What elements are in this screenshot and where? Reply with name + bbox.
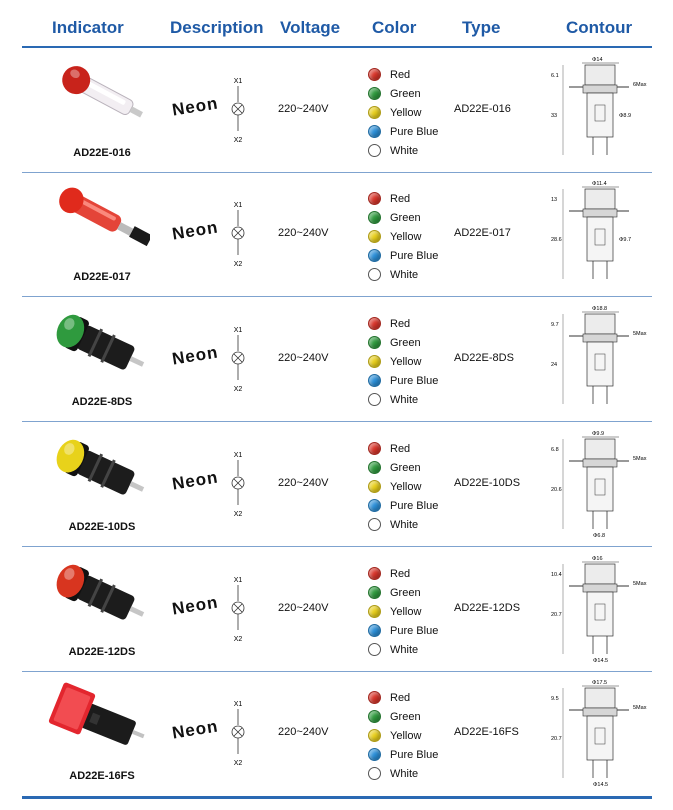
color-option [368,745,438,764]
neon-lamp-symbol-icon [226,573,250,643]
color-label: White [390,393,419,406]
color-swatch-icon [368,461,381,474]
color-label: Pure Blue [390,374,439,387]
contour-drawing [547,678,652,790]
color-swatch-icon [368,393,381,406]
terminal-x2-label: X2 [233,261,243,268]
header-contour: Contour [566,18,633,37]
svg-text:Φ17.5: Φ17.5 [592,680,608,686]
header-description: Description [170,18,264,37]
svg-text:6Max: 6Max [633,82,647,88]
contour-drawing [547,179,652,291]
svg-text:20.7: 20.7 [551,612,562,618]
color-label: Green [390,87,421,100]
description-text: Neon [170,93,220,120]
svg-text:20.6: 20.6 [551,487,562,493]
model-name: AD22E-017 [73,271,131,283]
voltage-value: 220~240V [278,227,329,239]
terminal-x1-label: X1 [233,78,243,85]
color-swatch-icon [368,211,381,224]
color-option [368,352,438,371]
terminal-x2-label: X2 [233,511,243,518]
neon-lamp-symbol-icon [226,448,250,518]
color-option [368,103,438,122]
color-swatch-icon [368,567,381,580]
color-options-list [368,439,438,534]
svg-text:9.5: 9.5 [551,696,559,702]
color-label: Red [390,68,411,81]
color-label: Green [390,461,421,474]
color-option [368,458,438,477]
voltage-value: 220~240V [278,103,329,115]
svg-text:Φ18.8: Φ18.8 [592,306,608,312]
color-swatch-icon [368,442,381,455]
color-option [368,764,438,783]
color-label: Green [390,710,421,723]
color-swatch-icon [368,710,381,723]
color-label: Pure Blue [390,748,439,761]
color-swatch-icon [368,480,381,493]
header-color: Color [372,18,417,37]
color-swatch-icon [368,230,381,243]
model-name: AD22E-16FS [69,770,135,782]
color-label: Green [390,586,421,599]
terminal-x2-label: X2 [233,386,243,393]
color-option [368,122,438,141]
color-options-list [368,564,438,659]
neon-lamp-symbol-icon [226,697,250,767]
terminal-x1-label: X1 [233,701,243,708]
color-swatch-icon [368,317,381,330]
svg-text:10.4: 10.4 [551,572,562,578]
contour-drawing [547,55,652,167]
terminal-x1-label: X1 [233,327,243,334]
table-row [22,548,652,672]
color-option [368,726,438,745]
description-text: Neon [170,716,220,743]
color-swatch-icon [368,355,381,368]
color-swatch-icon [368,125,381,138]
color-label: Yellow [390,230,422,243]
color-option [368,688,438,707]
color-label: Green [390,211,421,224]
svg-text:5Max: 5Max [633,456,647,462]
svg-text:13: 13 [551,197,558,203]
color-swatch-icon [368,586,381,599]
color-option [368,602,438,621]
color-label: Pure Blue [390,624,439,637]
color-option [368,564,438,583]
color-swatch-icon [368,249,381,262]
terminal-x1-label: X1 [233,452,243,459]
color-label: Red [390,567,411,580]
model-name: AD22E-10DS [68,521,136,533]
svg-text:5Max: 5Max [633,331,647,337]
color-label: White [390,767,419,780]
color-label: White [390,268,419,281]
color-swatch-icon [368,767,381,780]
header-voltage: Voltage [280,18,341,37]
color-option [368,141,438,160]
model-name: AD22E-8DS [71,396,133,408]
terminal-x2-label: X2 [233,137,243,144]
svg-text:Φ11.4: Φ11.4 [592,181,607,187]
color-label: White [390,518,419,531]
contour-drawing [547,304,652,416]
svg-text:5Max: 5Max [633,705,647,711]
color-option [368,439,438,458]
color-label: Yellow [390,355,422,368]
color-option [368,621,438,640]
table-row [22,298,652,422]
color-options-list [368,189,438,284]
type-value: AD22E-016 [454,103,511,115]
voltage-value: 220~240V [278,477,329,489]
color-option [368,65,438,84]
neon-lamp-symbol-icon [226,198,250,268]
color-swatch-icon [368,729,381,742]
table-row [22,49,652,173]
color-swatch-icon [368,144,381,157]
indicator-lamp-image [40,183,150,261]
svg-text:9.7: 9.7 [551,322,559,328]
voltage-value: 220~240V [278,352,329,364]
color-swatch-icon [368,374,381,387]
color-options-list [368,688,438,783]
svg-text:5Max: 5Max [633,581,647,587]
type-value: AD22E-12DS [454,602,521,614]
svg-text:Φ14: Φ14 [592,57,603,63]
neon-lamp-symbol-icon [226,323,250,393]
color-swatch-icon [368,643,381,656]
row-divider [22,421,652,422]
color-option [368,496,438,515]
svg-text:Φ6.8: Φ6.8 [593,533,606,539]
svg-text:20.7: 20.7 [551,736,562,742]
indicator-lamp-image [40,433,150,511]
table-row [22,672,652,796]
color-label: Yellow [390,605,422,618]
header-indicator: Indicator [52,18,124,37]
color-option [368,189,438,208]
type-value: AD22E-16FS [454,726,519,738]
color-swatch-icon [368,748,381,761]
color-option [368,583,438,602]
contour-drawing [547,429,652,541]
color-swatch-icon [368,336,381,349]
voltage-value: 220~240V [278,602,329,614]
color-label: Red [390,192,411,205]
svg-text:28.6: 28.6 [551,237,562,243]
color-swatch-icon [368,268,381,281]
table-row [22,173,652,297]
color-swatch-icon [368,192,381,205]
footer-divider [22,796,652,799]
type-value: AD22E-017 [454,227,511,239]
color-swatch-icon [368,87,381,100]
color-option [368,84,438,103]
svg-text:Φ14.5: Φ14.5 [593,658,609,664]
color-label: Pure Blue [390,125,439,138]
color-options-list [368,65,438,160]
color-label: Yellow [390,729,422,742]
color-option [368,208,438,227]
color-label: White [390,643,419,656]
voltage-value: 220~240V [278,726,329,738]
color-option [368,477,438,496]
indicator-lamp-image [40,558,150,636]
color-swatch-icon [368,691,381,704]
color-label: Yellow [390,106,422,119]
color-swatch-icon [368,68,381,81]
color-option [368,227,438,246]
indicator-lamp-image [40,59,150,137]
color-label: Pure Blue [390,249,439,262]
svg-text:Φ9.7: Φ9.7 [619,237,632,243]
color-option [368,333,438,352]
description-text: Neon [170,467,220,494]
svg-text:33: 33 [551,113,558,119]
terminal-x2-label: X2 [233,760,243,767]
svg-text:24: 24 [551,362,558,368]
neon-lamp-symbol-icon [226,74,250,144]
header-type: Type [462,18,501,37]
color-label: Green [390,336,421,349]
color-option [368,246,438,265]
contour-drawing [547,554,652,666]
description-text: Neon [170,342,220,369]
terminal-x1-label: X1 [233,577,243,584]
svg-text:6.8: 6.8 [551,447,559,453]
description-text: Neon [170,217,220,244]
color-option [368,515,438,534]
svg-text:Φ9.9: Φ9.9 [592,431,605,437]
type-value: AD22E-8DS [454,352,514,364]
color-option [368,265,438,284]
table-header [0,0,673,48]
color-option [368,371,438,390]
terminal-x2-label: X2 [233,636,243,643]
color-swatch-icon [368,605,381,618]
indicator-lamp-image [40,308,150,386]
color-label: Pure Blue [390,499,439,512]
color-option [368,390,438,409]
svg-text:Φ8.9: Φ8.9 [619,113,632,119]
color-option [368,314,438,333]
color-swatch-icon [368,106,381,119]
type-value: AD22E-10DS [454,477,521,489]
color-label: Red [390,317,411,330]
color-option [368,640,438,659]
color-label: Red [390,691,411,704]
table-row [22,423,652,547]
header-divider [22,46,652,48]
color-swatch-icon [368,624,381,637]
model-name: AD22E-12DS [68,646,136,658]
terminal-x1-label: X1 [233,202,243,209]
color-label: White [390,144,419,157]
model-name: AD22E-016 [73,147,131,159]
color-options-list [368,314,438,409]
row-divider [22,546,652,547]
svg-text:6.1: 6.1 [551,73,559,79]
row-divider [22,296,652,297]
color-swatch-icon [368,499,381,512]
svg-text:Φ14.5: Φ14.5 [593,782,609,788]
color-swatch-icon [368,518,381,531]
indicator-lamp-image [40,682,150,760]
color-option [368,707,438,726]
color-label: Red [390,442,411,455]
description-text: Neon [170,592,220,619]
svg-text:Φ16: Φ16 [592,556,603,562]
color-label: Yellow [390,480,422,493]
